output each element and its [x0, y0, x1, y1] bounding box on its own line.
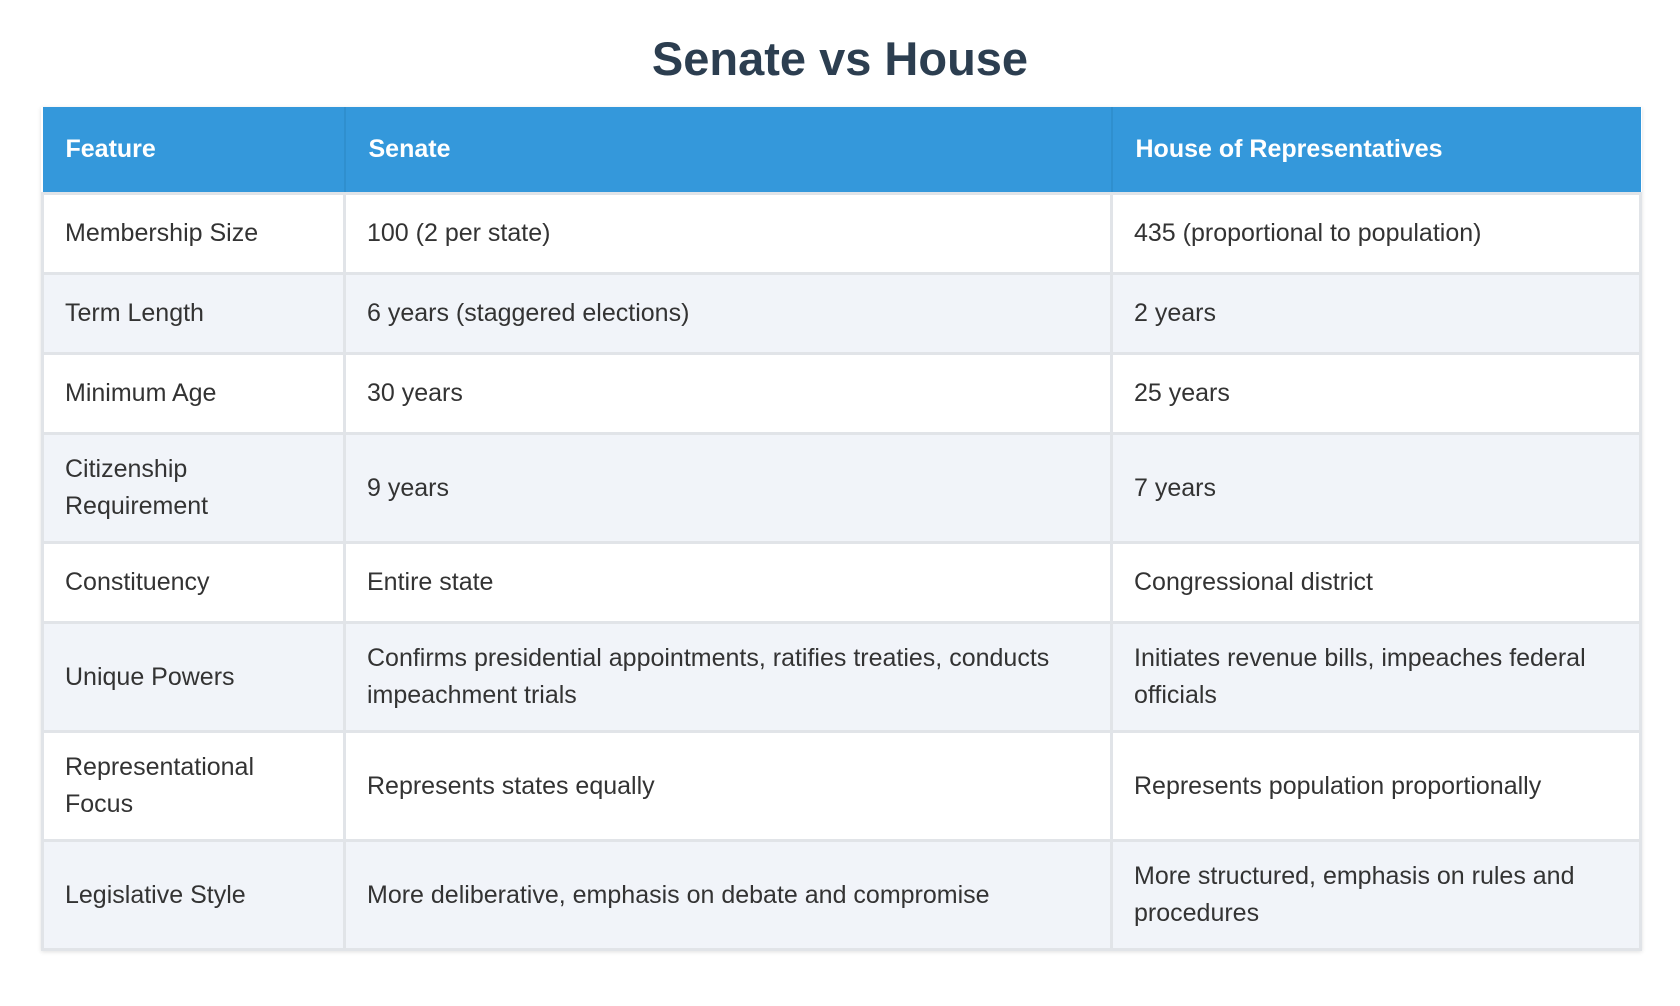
house-cell: Congressional district [1112, 543, 1641, 623]
senate-cell: Represents states equally [345, 732, 1112, 841]
comparison-table-container [41, 107, 1639, 951]
table-body [43, 194, 1641, 950]
table-row [43, 543, 1641, 623]
header-row [43, 107, 1641, 194]
table-row [43, 354, 1641, 434]
header-house: House of Representatives [1112, 107, 1641, 194]
table-row [43, 623, 1641, 732]
senate-cell: Confirms presidential appointments, ratifies treaties, conducts impeachment trials [345, 623, 1112, 732]
house-cell: 2 years [1112, 274, 1641, 354]
page-title: Senate vs House [651, 32, 1029, 85]
house-cell: Initiates revenue bills, impeaches federal officials [1112, 623, 1641, 732]
header-senate: Senate [345, 107, 1112, 194]
senate-cell: 9 years [345, 434, 1112, 543]
feature-cell: Minimum Age [43, 354, 345, 434]
table-row [43, 194, 1641, 274]
feature-cell: Representational Focus [43, 732, 345, 841]
feature-cell: Constituency [43, 543, 345, 623]
feature-cell: Unique Powers [43, 623, 345, 732]
feature-cell: Membership Size [43, 194, 345, 274]
feature-cell: Term Length [43, 274, 345, 354]
senate-cell: 100 (2 per state) [345, 194, 1112, 274]
feature-cell: Legislative Style [43, 841, 345, 950]
house-cell: 435 (proportional to population) [1112, 194, 1641, 274]
header-feature: Feature [43, 107, 345, 194]
table-header [43, 107, 1641, 194]
table-row [43, 841, 1641, 950]
senate-cell: 6 years (staggered elections) [345, 274, 1112, 354]
senate-cell: Entire state [345, 543, 1112, 623]
table-row [43, 732, 1641, 841]
table-row [43, 434, 1641, 543]
senate-cell: More deliberative, emphasis on debate and compromise [345, 841, 1112, 950]
house-cell: More structured, emphasis on rules and procedures [1112, 841, 1641, 950]
comparison-table [41, 107, 1642, 951]
feature-cell: Citizenship Requirement [43, 434, 345, 543]
house-cell: 25 years [1112, 354, 1641, 434]
house-cell: 7 years [1112, 434, 1641, 543]
house-cell: Represents population proportionally [1112, 732, 1641, 841]
senate-cell: 30 years [345, 354, 1112, 434]
table-row [43, 274, 1641, 354]
